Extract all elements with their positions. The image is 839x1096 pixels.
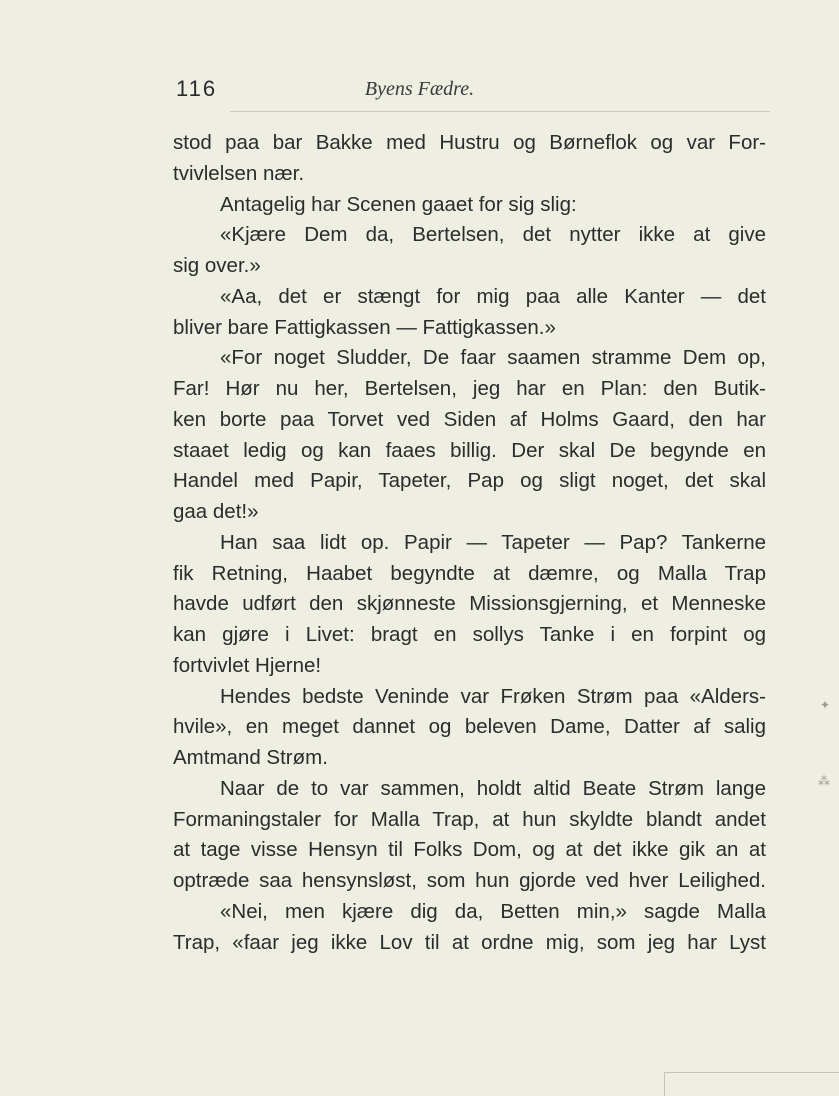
header-rule bbox=[230, 111, 770, 112]
text-line: Han saa lidt op. Papir — Tapeter — Pap? Tankerne bbox=[220, 530, 766, 554]
body-text bbox=[173, 128, 766, 958]
text-line: Handel med Papir, Tapeter, Pap og sligt noget, det skal bbox=[173, 469, 766, 493]
text-line: at tage visse Hensyn til Folks Dom, og at det ikke gik an at bbox=[173, 838, 766, 862]
text-line: Amtmand Strøm. bbox=[173, 746, 328, 769]
text-line: Trap, «faar jeg ikke Lov til at ordne mig, som jeg har Lyst bbox=[173, 930, 766, 954]
text-line: Naar de to var sammen, holdt altid Beate Strøm lange bbox=[220, 776, 766, 800]
text-line: gaa det!» bbox=[173, 500, 259, 523]
text-line: fortvivlet Hjerne! bbox=[173, 653, 322, 677]
text-line: hvile», en meget dannet og beleven Dame, Datter af salig bbox=[173, 715, 766, 739]
text-line: fik Retning, Haabet begyndte at dæmre, og Malla Trap bbox=[173, 561, 766, 585]
text-line: stod paa bar Bakke med Hustru og Børneflok og var For- bbox=[173, 131, 766, 154]
text-line: optræde saa hensynsløst, som hun gjorde ved hver Leilighed. bbox=[173, 869, 766, 892]
running-title: Byens Fædre. bbox=[364, 78, 475, 100]
text-line: sig over.» bbox=[173, 254, 261, 277]
text-line: Antagelig har Scenen gaaet for sig slig: bbox=[220, 192, 577, 216]
text-line: tvivlelsen nær. bbox=[173, 161, 305, 185]
page-number: 116 bbox=[176, 76, 218, 101]
text-line: kan gjøre i Livet: bragt en sollys Tanke i en forpint og bbox=[173, 623, 766, 646]
scan-speck: ✦ bbox=[820, 698, 831, 712]
text-line: Formaningstaler for Malla Trap, at hun skyldte blandt andet bbox=[173, 807, 766, 831]
scan-speck: ⁂ bbox=[818, 774, 830, 788]
text-line: «Nei, men kjære dig da, Betten min,» sagde Malla bbox=[220, 899, 766, 923]
text-line: «Aa, det er stængt for mig paa alle Kanter — det bbox=[220, 284, 766, 308]
text-line: bliver bare Fattigkassen — Fattigkassen.» bbox=[173, 315, 556, 339]
text-line: Hendes bedste Veninde var Frøken Strøm paa «Alders- bbox=[220, 684, 766, 708]
text-line: «Kjære Dem da, Bertelsen, det nytter ikke at give bbox=[220, 223, 766, 247]
text-line: «For noget Sludder, De faar saamen stramme Dem op, bbox=[220, 346, 766, 370]
scan-edge-line bbox=[664, 1072, 665, 1096]
text-line: havde udført den skjønneste Missionsgjerning, et Menneske bbox=[173, 592, 766, 616]
scan-edge-line bbox=[664, 1072, 839, 1073]
text-line: ken borte paa Torvet ved Siden af Holms Gaard, den har bbox=[173, 407, 766, 431]
text-line: staaet ledig og kan faaes billig. Der skal De begynde en bbox=[173, 438, 766, 462]
text-line: Far! Hør nu her, Bertelsen, jeg har en Plan: den Butik- bbox=[173, 377, 766, 400]
